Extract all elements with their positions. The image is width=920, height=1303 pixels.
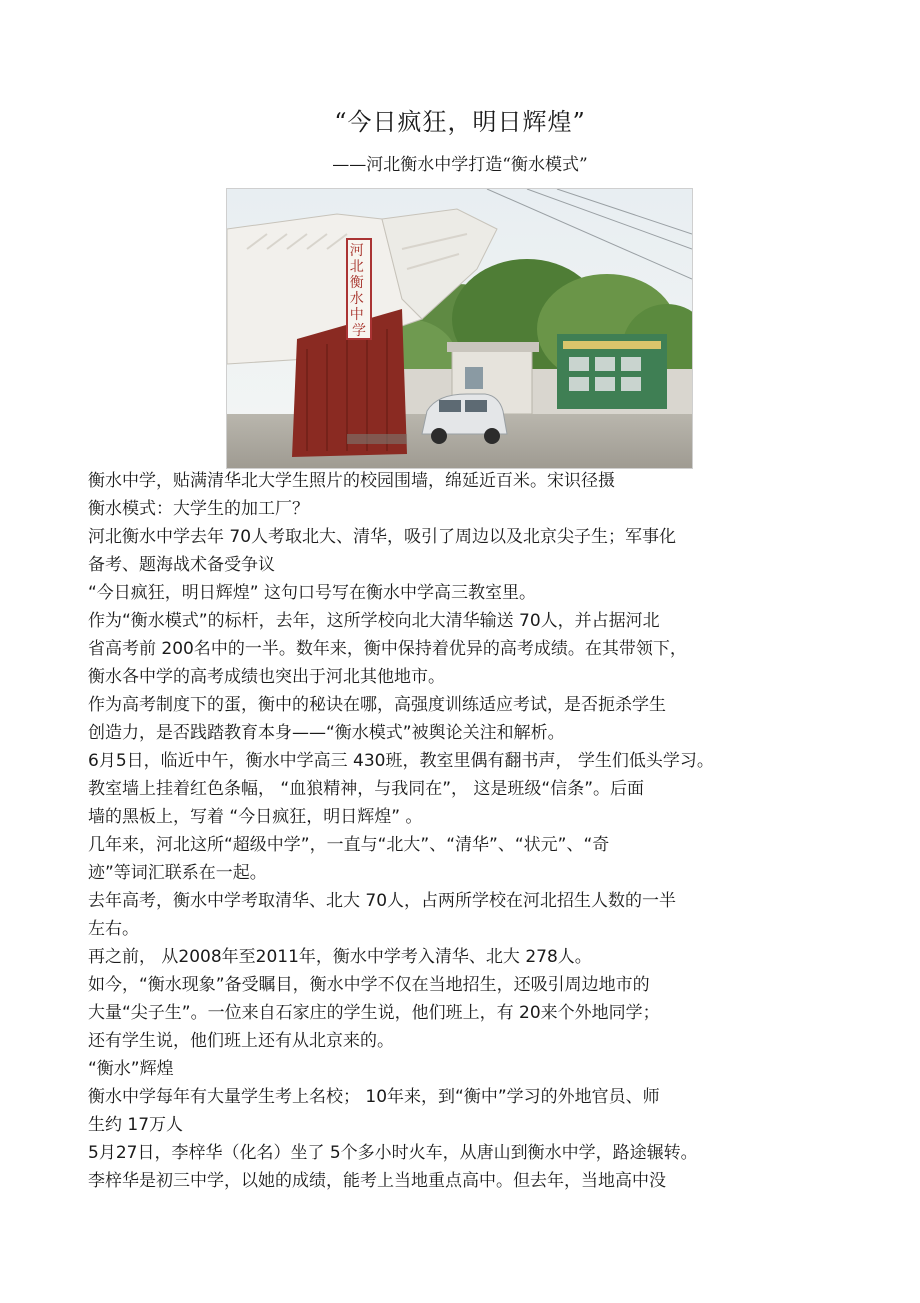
text-line: 衡水各中学的高考成绩也突出于河北其他地市。 [88, 667, 445, 687]
text-line: “衡水”辉煌 [88, 1059, 174, 1079]
document-subtitle: ——河北衡水中学打造“衡水模式” [332, 155, 588, 175]
text-line: 衡水中学，贴满清华北大学生照片的校园围墙，绵延近百米。宋识径摄 [88, 471, 615, 491]
document-title: “今日疯狂，明日辉煌” [334, 108, 586, 136]
text-line: 几年来，河北这所“超级中学”，一直与“北大”、“清华”、“状元”、“奇 [88, 835, 610, 855]
text-line: 还有学生说，他们班上还有从北京来的。 [88, 1031, 394, 1051]
svg-text:河 北 衡: 河 北 衡 水 中 学 [349, 243, 366, 339]
text-line: 作为高考制度下的蛋，衡中的秘诀在哪，高强度训练适应考试，是否扼杀学生 [88, 695, 666, 715]
text-line: 作为“衡水模式”的标杆，去年，这所学校向北大清华输送 70人，并占据河北 [88, 611, 660, 631]
text-line: 教室墙上挂着红色条幅， “血狼精神，与我同在”， 这是班级“信条”。后面 [88, 779, 645, 799]
text-line: 如今，“衡水现象”备受瞩目，衡水中学不仅在当地招生，还吸引周边地市的 [88, 975, 650, 995]
text-line: 迹”等词汇联系在一起。 [88, 863, 267, 883]
text-line: 再之前， 从2008年至2011年，衡水中学考入清华、北大 278人。 [88, 947, 592, 967]
text-line: 大量“尖子生”。一位来自石家庄的学生说，他们班上，有 20来个外地同学； [88, 1003, 660, 1023]
text-line: 备考、题海战术备受争议 [88, 555, 275, 575]
text-line: 创造力，是否践踏教育本身——“衡水模式”被舆论关注和解析。 [88, 723, 565, 743]
text-line: 衡水模式：大学生的加工厂？ [88, 499, 309, 519]
text-line: 左右。 [88, 919, 139, 939]
text-line: 衡水中学每年有大量学生考上名校； 10年来，到“衡中”学习的外地官员、师 [88, 1087, 660, 1107]
text-line: 5月27日，李梓华（化名）坐了 5个多小时火车，从唐山到衡水中学，路途辗转。 [88, 1143, 698, 1163]
text-line: “今日疯狂，明日辉煌” 这句口号写在衡水中学高三教室里。 [88, 583, 537, 603]
text-line: 6月5日，临近中午，衡水中学高三 430班，教室里偶有翻书声， 学生们低头学习。 [88, 751, 714, 771]
text-line: 生约 17万人 [88, 1115, 184, 1135]
text-line: 李梓华是初三中学，以她的成绩，能考上当地重点高中。但去年，当地高中没 [88, 1171, 666, 1191]
article-body [88, 467, 848, 1195]
school-gate-photo [226, 188, 693, 469]
text-line: 省高考前 200名中的一半。数年来，衡中保持着优异的高考成绩。在其带领下， [88, 639, 687, 659]
text-line: 河北衡水中学去年 70人考取北大、清华，吸引了周边以及北京尖子生；军事化 [88, 527, 677, 547]
text-line: 去年高考，衡水中学考取清华、北大 70人，占两所学校在河北招生人数的一半 [88, 891, 677, 911]
text-line: 墙的黑板上，写着 “今日疯狂，明日辉煌” 。 [88, 807, 423, 827]
